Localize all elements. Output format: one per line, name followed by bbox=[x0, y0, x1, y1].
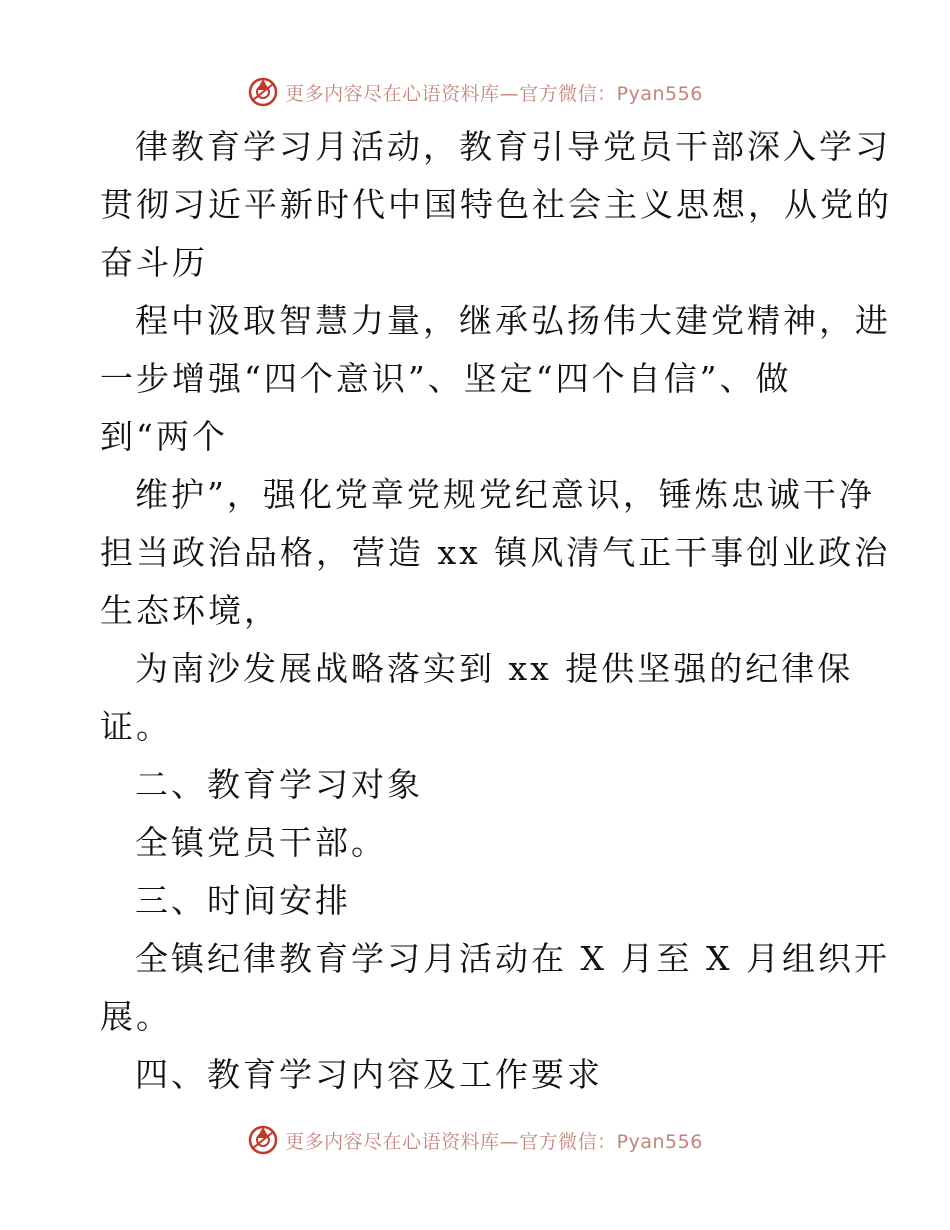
watermark-text: 更多内容尽在心语资料库—官方微信：Pyan556 bbox=[285, 82, 703, 105]
watermark-footer bbox=[0, 1120, 950, 1160]
text-line: 担当政治品格，营造 xx 镇风清气正干事创业政治 bbox=[100, 533, 891, 572]
text-line: 律教育学习月活动，教育引导党员干部深入学习 bbox=[135, 127, 891, 166]
watermark-text: 更多内容尽在心语资料库—官方微信：Pyan556 bbox=[285, 1130, 703, 1153]
logo-icon bbox=[247, 1124, 279, 1156]
text-line: 程中汲取智慧力量，继承弘扬伟大建党精神，进 bbox=[135, 301, 891, 340]
section-heading: 三、时间安排 bbox=[135, 881, 351, 920]
text-line: 全镇党员干部。 bbox=[135, 823, 387, 862]
text-line: 为南沙发展战略落实到 xx 提供坚强的纪律保 bbox=[135, 649, 854, 688]
text-line: 一步增强“四个意识”、坚定“四个自信”、做 bbox=[100, 359, 792, 398]
section-heading: 四、教育学习内容及工作要求 bbox=[135, 1055, 603, 1094]
text-line: 到“两个 bbox=[100, 417, 228, 456]
text-line: 贯彻习近平新时代中国特色社会主义思想，从党的 bbox=[100, 185, 892, 224]
text-line: 全镇纪律教育学习月活动在 X 月至 X 月组织开 bbox=[135, 939, 890, 978]
text-line: 奋斗历 bbox=[100, 243, 208, 282]
text-line: 展。 bbox=[100, 997, 172, 1036]
text-line: 维护”，强化党章党规党纪意识，锤炼忠诚干净 bbox=[135, 475, 875, 514]
text-line: 证。 bbox=[100, 707, 172, 746]
text-line: 生态环境， bbox=[100, 591, 280, 630]
section-heading: 二、教育学习对象 bbox=[135, 765, 423, 804]
